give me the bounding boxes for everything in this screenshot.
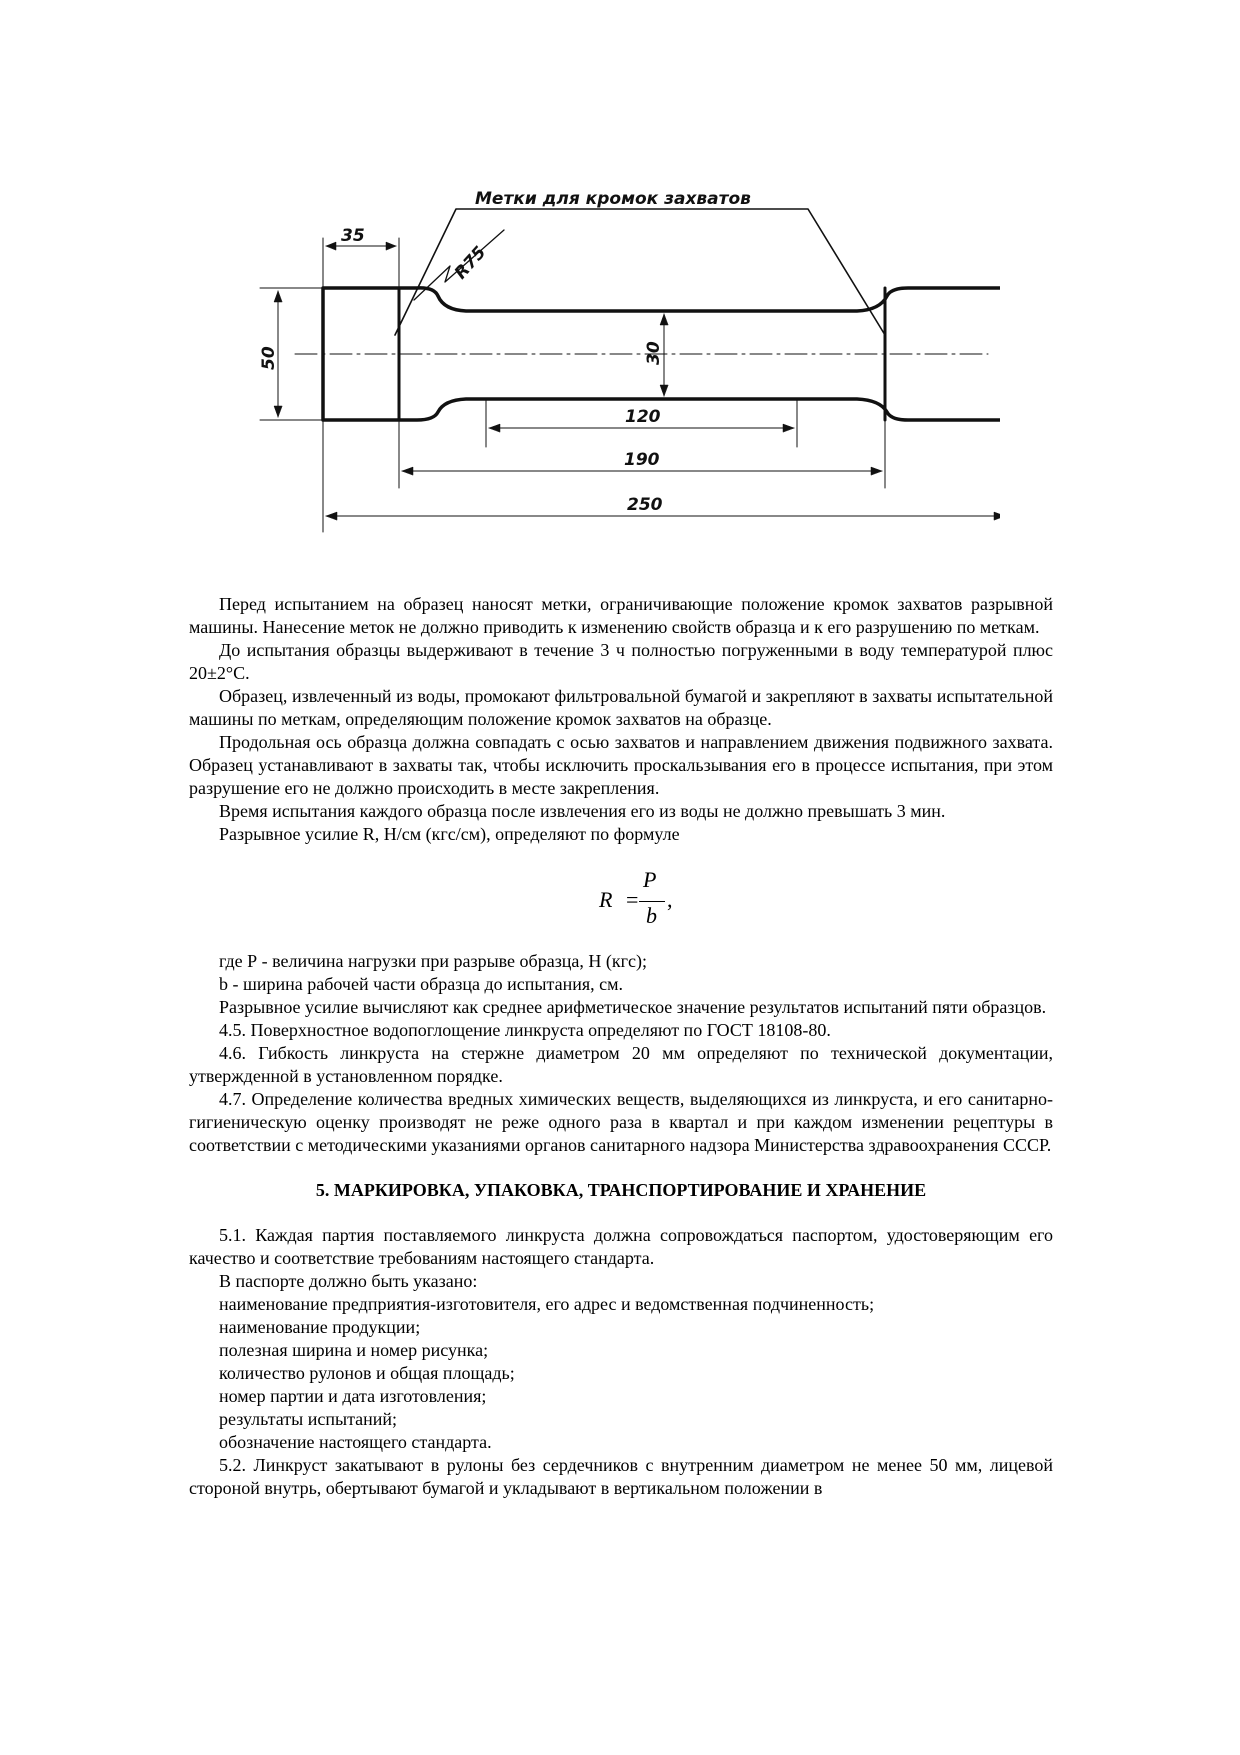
paragraph: 4.5. Поверхностное водопоглощение линкруста определяют по ГОСТ 18108-80. (219, 1020, 831, 1040)
list-item: номер партии и дата изготовления; (219, 1386, 487, 1406)
radius-label: R75 (450, 242, 491, 284)
list-item: количество рулонов и общая площадь; (219, 1363, 515, 1383)
formula-numerator: P (643, 867, 657, 892)
paragraph: 5.1. Каждая партия поставляемого линкруста должна сопровождаться паспортом, удостоверяющим его качество и соответствие требованиям настоящего стандарта. (189, 1225, 1053, 1268)
paragraph: 4.6. Гибкость линкруста на стержне диаметром 20 мм определяют по технической документации, утвержденной в установленном порядке. (189, 1043, 1053, 1086)
paragraph: 4.7. Определение количества вредных химических веществ, выделяющихся из линкруста, и его санитарно-гигиеническую оценку производят не реже одного раза в квартал и при каждом изменении рецептуры в соответствии с методическими указаниями органов санитарного надзора Министерства здравоохранения СССР. (189, 1089, 1053, 1155)
list-item: обозначение настоящего стандарта. (219, 1432, 492, 1452)
fraction-bar (639, 901, 665, 902)
dim-250-label: 250 (627, 495, 663, 515)
paragraph: где Р - величина нагрузки при разрыве образца, Н (кгс); (219, 951, 648, 971)
paragraph: Образец, извлеченный из воды, промокают фильтровальной бумагой и закрепляют в захваты испытательной машины по меткам, определяющим положение кромок захватов на образце. (189, 686, 1053, 729)
formula-denominator: b (646, 903, 657, 928)
paragraph: Разрывное усилие вычисляют как среднее арифметическое значение результатов испытаний пяти образцов. (219, 997, 1047, 1017)
paragraph: Разрывное усилие R, Н/см (кгс/см), определяют по формуле (219, 824, 680, 844)
formula-lhs: R (599, 887, 613, 912)
document-body (189, 593, 1053, 1500)
passport-intro: В паспорте должно быть указано: (219, 1271, 478, 1291)
list-item: результаты испытаний; (219, 1409, 398, 1429)
formula (189, 846, 1053, 950)
dim-120-label: 120 (625, 407, 661, 427)
dim-50-label: 50 (259, 346, 279, 370)
dim-35-label: 35 (341, 226, 365, 246)
marks-label: Метки для кромок захватов (475, 189, 751, 209)
specimen-drawing (240, 170, 1000, 550)
paragraph: Время испытания каждого образца после извлечения его из воды не должно превышать 3 мин. (219, 801, 946, 821)
paragraph: До испытания образцы выдерживают в течение 3 ч полностью погруженными в воду температурой плюс 20±2°С. (189, 640, 1053, 683)
paragraph: Продольная ось образца должна совпадать с осью захватов и направлением движения подвижного захвата. Образец устанавливают в захваты так, чтобы исключить проскальзывания его в процессе испытания, при этом разрушение его не должно происходить в месте закрепления. (189, 732, 1053, 798)
paragraph: b - ширина рабочей части образца до испытания, см. (219, 974, 624, 994)
list-item: наименование продукции; (219, 1317, 421, 1337)
list-item: полезная ширина и номер рисунка; (219, 1340, 489, 1360)
list-item: наименование предприятия-изготовителя, его адрес и ведомственная подчиненность; (219, 1294, 875, 1314)
formula-equals: = (626, 887, 639, 912)
paragraph: 5.2. Линкруст закатывают в рулоны без сердечников с внутренним диаметром не менее 50 мм, лицевой стороной внутрь, обертывают бумагой и укладывают в вертикальном положении в (189, 1455, 1053, 1498)
section-heading: 5. МАРКИРОВКА, УПАКОВКА, ТРАНСПОРТИРОВАНИЕ И ХРАНЕНИЕ (315, 1180, 927, 1200)
specimen-drawing-svg (240, 170, 1000, 550)
dim-190-label: 190 (624, 450, 660, 470)
paragraph: Перед испытанием на образец наносят метки, ограничивающие положение кромок захватов разрывной машины. Нанесение меток не должно приводить к изменению свойств образца и к его разрушению по меткам. (189, 594, 1053, 637)
dim-30-label: 30 (644, 341, 664, 365)
formula-trail: , (667, 887, 673, 912)
